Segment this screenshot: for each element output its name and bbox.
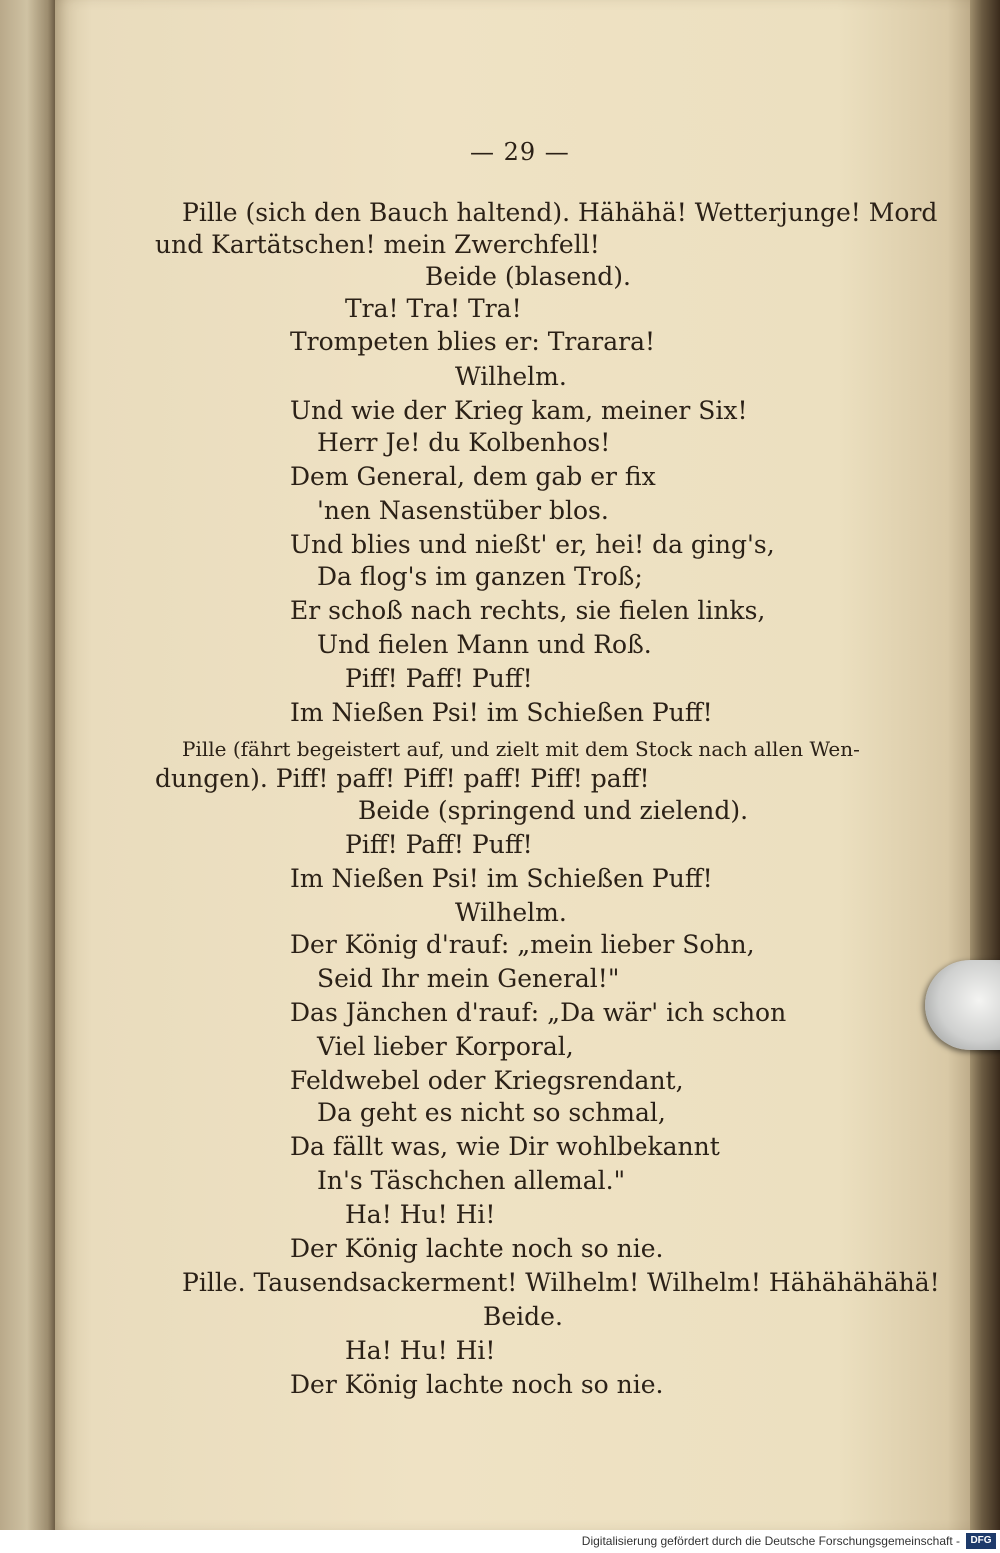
text-line: Der König lachte noch so nie. <box>290 1234 664 1263</box>
speaker-heading: Wilhelm. <box>455 898 567 927</box>
text-line: Und blies und nießt' er, hei! da ging's, <box>290 530 775 559</box>
text-line: Tra! Tra! Tra! <box>345 294 522 323</box>
text-line: Piff! Paff! Puff! <box>345 830 533 859</box>
text-line: und Kartätschen! mein Zwerchfell! <box>155 230 600 259</box>
text-line: Ha! Hu! Hi! <box>345 1336 496 1365</box>
text-line: Da fällt was, wie Dir wohlbekannt <box>290 1132 720 1161</box>
text-line: 'nen Nasenstüber blos. <box>317 496 609 525</box>
text-line: Im Nießen Psi! im Schießen Puff! <box>290 864 713 893</box>
text-line: Herr Je! du Kolbenhos! <box>317 428 611 457</box>
text-line: In's Täschchen allemal." <box>317 1166 626 1195</box>
text-line: Dem General, dem gab er fix <box>290 462 656 491</box>
text-line: Trompeten blies er: Trarara! <box>290 327 656 356</box>
text-line: Pille. Tausendsackerment! Wilhelm! Wilhelm! Hähähähähä! <box>182 1268 940 1297</box>
text-line: Das Jänchen d'rauf: „Da wär' ich schon <box>290 998 787 1027</box>
text-line: Viel lieber Korporal, <box>317 1032 574 1061</box>
text-line: Ha! Hu! Hi! <box>345 1200 496 1229</box>
text-line: Der König lachte noch so nie. <box>290 1370 664 1399</box>
footer-credit: Digitalisierung gefördert durch die Deutsche Forschungsgemeinschaft - <box>581 1534 960 1548</box>
speaker-heading: Beide (blasend). <box>425 262 631 291</box>
text-line: Feldwebel oder Kriegsrendant, <box>290 1066 684 1095</box>
text-line: Im Nießen Psi! im Schießen Puff! <box>290 698 713 727</box>
speaker-heading: Wilhelm. <box>455 362 567 391</box>
text-line: Und wie der Krieg kam, meiner Six! <box>290 396 748 425</box>
text-line: Piff! Paff! Puff! <box>345 664 533 693</box>
text-line: Er schoß nach rechts, sie fielen links, <box>290 596 766 625</box>
text-line: Seid Ihr mein General!" <box>317 964 620 993</box>
text-line: Und fielen Mann und Roß. <box>317 630 652 659</box>
text-line: dungen). Piff! paff! Piff! paff! Piff! paff! <box>155 764 650 793</box>
text-line: Pille (sich den Bauch haltend). Hähähä! Wetterjunge! Mord <box>182 198 938 227</box>
page-number: — 29 — <box>470 138 570 166</box>
text-line: Pille (fährt begeistert auf, und zielt mit dem Stock nach allen Wen- <box>182 737 860 761</box>
dfg-logo: DFG <box>966 1533 996 1549</box>
speaker-heading: Beide (springend und zielend). <box>358 796 749 825</box>
text-line: Da flog's im ganzen Troß; <box>317 562 643 591</box>
speaker-heading: Beide. <box>483 1302 563 1331</box>
text-line: Der König d'rauf: „mein lieber Sohn, <box>290 930 755 959</box>
text-line: Da geht es nicht so schmal, <box>317 1098 666 1127</box>
